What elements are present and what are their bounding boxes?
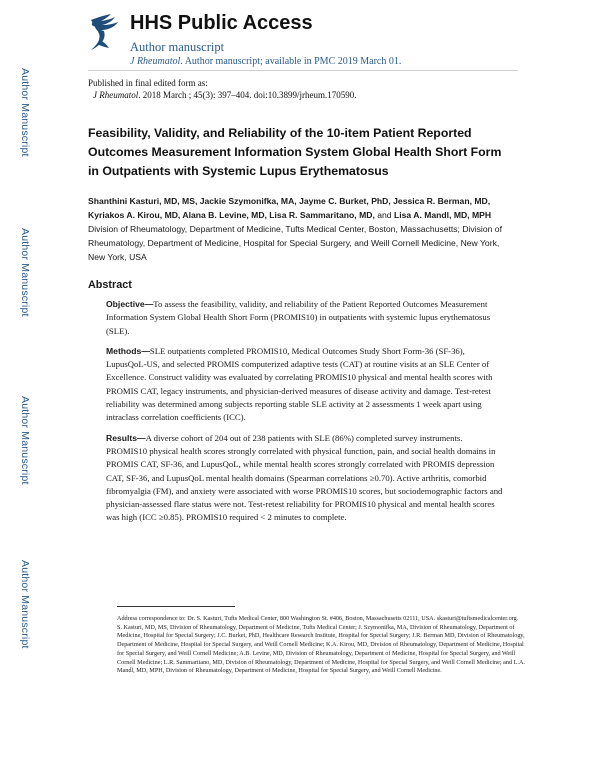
journal-abbrev: J Rheumatol (130, 56, 181, 67)
article-title: Feasibility, Validity, and Reliability of the 10-item Patient Reported Outcomes Measurement Information System Global Health Short Form in Outpatients with Systemic Lupus Erythematosus (88, 126, 502, 178)
abstract-methods (106, 345, 504, 425)
abstract-section-label: Methods— (106, 345, 150, 356)
abstract-results (106, 432, 504, 525)
published-citation-details: . 2018 March ; 45(3): 397–404. doi:10.3899/jrheum.170590. (138, 90, 357, 100)
authors-and: and (377, 210, 392, 220)
author-manuscript-subtitle: Author manuscript (130, 40, 225, 54)
side-label-author-manuscript: Author Manuscript (19, 560, 31, 649)
side-label-author-manuscript: Author Manuscript (19, 396, 31, 485)
author-affiliations-footnote: S. Kasturi, MD, MS, Division of Rheumatology, Department of Medicine, Tufts Medical Center; J. Szymonifka, MA, Division of Rheumatology, Department of Medicine, Hospital for Special Surgery; J.C. Burket, PhD, Healthcare Research Institute, Hospital for Special Surgery; J.R. Berman MD, Division of Rheumatology, Department of Medicine, Hospital for Special Surgery, and Weill Cornell Medicine; K.A. Kirou, MD, Division of Rheumatology, Department of Medicine, Hospital for Special Surgery, and Weill Cornell Medicine; A.B. Levine, MD, Division of Rheumatology, Department of Medicine, Hospital for Special Surgery, and Weill Cornell Medicine; L.R. Sammaritano, MD, Division of Rheumatology, Department of Medicine, Hospital for Special Surgery, and Weill Cornell Medicine; and L.A. Mandl, MD, MPH, Division of Rheumatology, Department of Medicine, Hospital for Special Surgery, and Weill Cornell Medicine. (117, 623, 525, 675)
published-citation (88, 89, 356, 101)
published-journal: J Rheumatol (93, 90, 139, 100)
side-label-author-manuscript: Author Manuscript (19, 68, 31, 157)
hhs-public-access-title: HHS Public Access (130, 12, 313, 34)
side-label-author-manuscript: Author Manuscript (19, 228, 31, 317)
header-divider (88, 70, 518, 71)
footnotes (117, 615, 527, 676)
abstract-section-text: To assess the feasibility, validity, and reliability of the Patient Reported Outcomes Measurement Information System Global Health Short Form (PROMIS10) in outpatients with systemic lupus erythematosus (SLE). (106, 299, 491, 336)
correspondence-footnote: Address correspondence to: Dr. S. Kasturi, Tufts Medical Center, 800 Washington St. #406, Boston, Massachusetts 02111, USA. skasturi@tuftsmedicalcenter.org. (117, 615, 519, 622)
abstract-section-label: Results— (106, 432, 146, 443)
author-affiliation: Division of Rheumatology, Department of Medicine, Tufts Medical Center, Boston, Massachusetts; Division of Rheumatology, Department of Medicine, Hospital for Special Surgery, and Weill Cornell Medicine, New York, New York, USA (88, 224, 502, 262)
article-body (88, 124, 508, 525)
abstract-section-label: Objective— (106, 299, 154, 309)
published-in-block (88, 77, 356, 101)
journal-availability-note: . Author manuscript; available in PMC 2019 March 01. (180, 56, 402, 67)
author-list (88, 194, 508, 222)
abstract-heading: Abstract (88, 279, 132, 291)
footnote-divider (117, 606, 235, 607)
abstract-section-text: A diverse cohort of 204 out of 238 patients with SLE (86%) completed survey instruments. PROMIS10 physical health scores strongly correlated with physical function, pain, and social health domains in PROMIS CAT, SF-36, and LupusQoL, while mental health scores strongly correlated with PROMIS depression CAT, SF-36, and LupusQoL mental health domains (Spearman correlations ≥0.70). Active arthritis, comorbid fibromyalgia (FM), and anxiety were associated with worse PROMIS10 scores, but sociodemographic factors and physician-assessed flare status were not. Test-retest reliability for PROMIS10 physical and mental health scores was high (ICC ≥0.85). PROMIS10 required < 2 minutes to complete. (106, 432, 503, 523)
published-label: Published in final edited form as: (88, 78, 208, 88)
authors: Shanthini Kasturi, MD, MS, Jackie Szymonifka, MA, Jayme C. Burket, PhD, Jessica R. Berman, MD, Kyriakos A. Kirou, MD, Alana B. Levine, MD, Lisa R. Sammaritano, MD, (88, 196, 491, 220)
abstract-section-text: SLE outpatients completed PROMIS10, Medical Outcomes Study Short Form-36 (SF-36), LupusQoL-US, and selected PROMIS computerized adaptive tests (CAT) at routine visits at an SLE Center of Excellence. Construct validity was evaluated by correlating PROMIS10 physical and mental health scores with PROMIS CAT, legacy instruments, and physician-derived measures of disease activity and damage. Test-retest reliability was determined among subjects reporting stable SLE activity at 2 assessments 1 week apart using intraclass correlation coefficients (ICC). (106, 345, 493, 423)
last-author: Lisa A. Mandl, MD, MPH (393, 210, 492, 220)
hhs-eagle-logo-icon (87, 12, 121, 54)
journal-availability-line (130, 56, 401, 67)
abstract-objective (106, 298, 504, 338)
